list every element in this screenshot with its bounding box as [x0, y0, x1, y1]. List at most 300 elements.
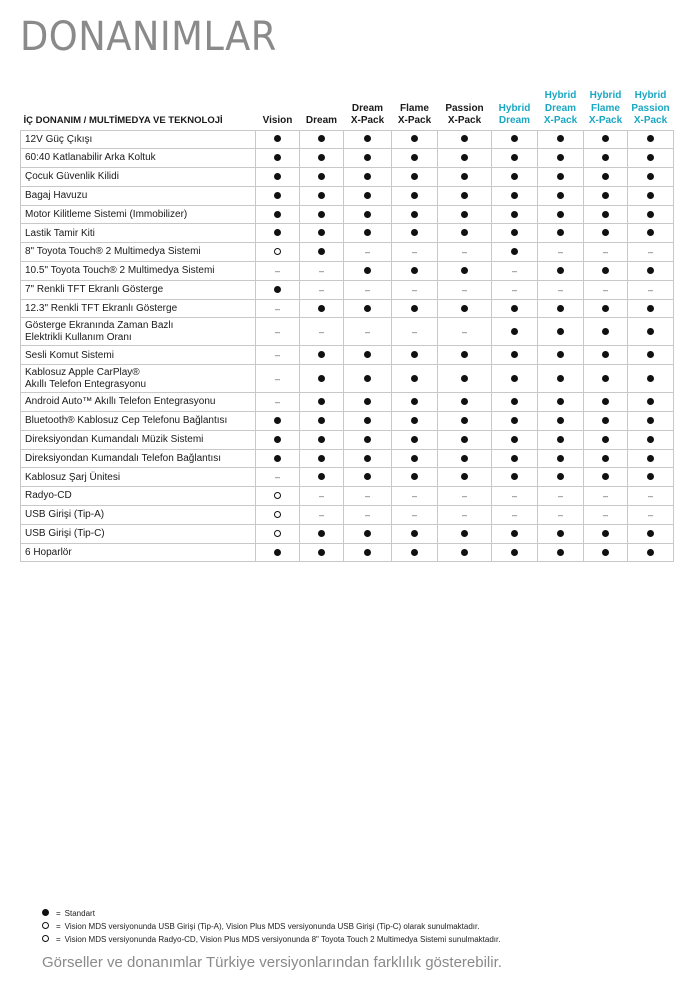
standard-dot-icon: [647, 305, 654, 315]
standard-dot-icon: [557, 530, 564, 540]
availability-cell: [256, 487, 300, 506]
legend-text: Vision MDS versiyonunda USB Girişi (Tip-A), Vision Plus MDS versiyonunda USB Girişi (Tip-C) olarak sunulmaktadır.: [64, 922, 480, 931]
feature-name: USB Girişi (Tip-A): [21, 506, 256, 525]
standard-dot-icon: [364, 173, 371, 183]
column-header-line: Flame: [400, 102, 429, 114]
standard-dot-icon: [557, 351, 564, 361]
availability-cell: [300, 262, 344, 281]
availability-cell: [438, 346, 492, 365]
availability-cell: [584, 543, 628, 562]
standard-dot-icon: [647, 473, 654, 483]
not-available-dash-icon: [365, 510, 370, 521]
standard-dot-icon: [602, 417, 609, 427]
standard-dot-icon: [411, 398, 418, 408]
availability-cell: [344, 430, 392, 449]
standard-dot-icon: [511, 455, 518, 465]
standard-dot-icon: [364, 549, 371, 559]
availability-cell: [344, 299, 392, 318]
standard-dot-icon: [411, 305, 418, 315]
standard-dot-icon: [511, 173, 518, 183]
standard-dot-icon: [411, 455, 418, 465]
standard-dot-icon: [602, 173, 609, 183]
table-row: [21, 393, 674, 412]
column-header-line: Hybrid: [589, 90, 622, 101]
not-available-dash-icon: [319, 510, 324, 521]
option-circle-icon: [274, 492, 281, 502]
not-available-dash-icon: [603, 510, 608, 521]
not-available-dash-icon: [365, 247, 370, 258]
availability-cell: [344, 262, 392, 281]
table-row: [21, 524, 674, 543]
column-header-line: Flame: [591, 102, 620, 114]
availability-cell: [300, 524, 344, 543]
availability-cell: [438, 449, 492, 468]
standard-dot-icon: [274, 286, 281, 296]
standard-dot-icon: [511, 436, 518, 446]
not-available-dash-icon: [412, 327, 417, 338]
availability-cell: [392, 365, 438, 393]
not-available-dash-icon: [412, 247, 417, 258]
standard-dot-icon: [511, 154, 518, 164]
availability-cell: [538, 412, 584, 431]
standard-dot-icon: [511, 473, 518, 483]
standard-dot-icon: [274, 192, 281, 202]
standard-dot-icon: [557, 455, 564, 465]
feature-name: Bluetooth® Kablosuz Cep Telefonu Bağlantısı: [21, 412, 256, 431]
legend-item: = Vision MDS versiyonunda Radyo-CD, Vision Plus MDS versiyonunda 8" Toyota Touch 2 Multimedya Sistemi sunulmaktadır.: [42, 933, 500, 946]
feature-name: 12.3" Renkli TFT Ekranlı Gösterge: [21, 299, 256, 318]
feature-name: Direksiyondan Kumandalı Telefon Bağlantısı: [21, 449, 256, 468]
availability-cell: [392, 506, 438, 525]
column-header-line: Dream: [498, 115, 531, 126]
column-header-line: X-Pack: [543, 115, 578, 126]
availability-cell: [438, 224, 492, 243]
standard-dot-icon: [411, 417, 418, 427]
standard-dot-icon: [274, 229, 281, 239]
availability-cell: [584, 243, 628, 262]
availability-cell: [392, 149, 438, 168]
standard-dot-icon: [318, 473, 325, 483]
availability-cell: [256, 430, 300, 449]
column-header-line: Hybrid: [544, 90, 577, 101]
standard-dot-icon: [602, 473, 609, 483]
availability-cell: [492, 168, 538, 187]
equipment-table: [20, 90, 674, 562]
column-header-line: Vision: [262, 115, 293, 126]
availability-cell: [300, 243, 344, 262]
availability-cell: [392, 524, 438, 543]
standard-dot-icon: [511, 305, 518, 315]
availability-cell: [492, 224, 538, 243]
standard-dot-icon: [318, 305, 325, 315]
feature-name: 10.5" Toyota Touch® 2 Multimedya Sistemi: [21, 262, 256, 281]
availability-cell: [438, 168, 492, 187]
table-row: [21, 262, 674, 281]
standard-dot-icon: [461, 192, 468, 202]
availability-cell: [392, 449, 438, 468]
table-row: [21, 365, 674, 393]
availability-cell: [628, 430, 674, 449]
standard-dot-icon: [461, 305, 468, 315]
standard-dot-icon: [647, 436, 654, 446]
feature-name: Bagaj Havuzu: [21, 186, 256, 205]
table-row: [21, 149, 674, 168]
availability-cell: [584, 393, 628, 412]
availability-cell: [344, 487, 392, 506]
availability-cell: [438, 262, 492, 281]
standard-dot-icon: [364, 473, 371, 483]
table-row: [21, 130, 674, 149]
feature-name: Çocuk Güvenlik Kilidi: [21, 168, 256, 187]
standard-dot-icon: [461, 173, 468, 183]
feature-name: Direksiyondan Kumandalı Müzik Sistemi: [21, 430, 256, 449]
not-available-dash-icon: [275, 350, 280, 361]
availability-cell: [492, 186, 538, 205]
availability-cell: [300, 393, 344, 412]
availability-cell: [344, 506, 392, 525]
standard-dot-icon: [318, 192, 325, 202]
availability-cell: [538, 299, 584, 318]
not-available-dash-icon: [462, 327, 467, 338]
availability-cell: [538, 243, 584, 262]
availability-cell: [392, 280, 438, 299]
standard-dot-icon: [318, 398, 325, 408]
table-row: [21, 224, 674, 243]
standard-dot-icon: [511, 328, 518, 338]
column-header-line: X-Pack: [447, 115, 482, 126]
availability-cell: [584, 487, 628, 506]
availability-cell: [538, 224, 584, 243]
availability-cell: [256, 506, 300, 525]
availability-cell: [256, 224, 300, 243]
standard-dot-icon: [274, 135, 281, 145]
availability-cell: [256, 524, 300, 543]
not-available-dash-icon: [512, 266, 517, 277]
availability-cell: [392, 318, 438, 346]
availability-cell: [392, 412, 438, 431]
standard-dot-icon: [557, 154, 564, 164]
availability-cell: [628, 243, 674, 262]
column-header: [392, 90, 438, 130]
availability-cell: [300, 299, 344, 318]
availability-cell: [438, 149, 492, 168]
availability-cell: [628, 186, 674, 205]
availability-cell: [438, 318, 492, 346]
standard-dot-icon: [411, 173, 418, 183]
not-available-dash-icon: [319, 491, 324, 502]
availability-cell: [492, 365, 538, 393]
not-available-dash-icon: [365, 491, 370, 502]
availability-cell: [538, 346, 584, 365]
table-row: [21, 449, 674, 468]
availability-cell: [438, 543, 492, 562]
standard-dot-icon: [461, 135, 468, 145]
availability-cell: [538, 168, 584, 187]
availability-cell: [256, 262, 300, 281]
column-header: [584, 90, 628, 130]
availability-cell: [300, 168, 344, 187]
availability-cell: [392, 186, 438, 205]
standard-dot-icon: [411, 351, 418, 361]
availability-cell: [492, 430, 538, 449]
availability-cell: [628, 149, 674, 168]
standard-dot-icon: [274, 417, 281, 427]
standard-dot-icon: [274, 455, 281, 465]
not-available-dash-icon: [412, 510, 417, 521]
standard-dot-icon: [557, 267, 564, 277]
availability-cell: [492, 524, 538, 543]
feature-name: 7" Renkli TFT Ekranlı Gösterge: [21, 280, 256, 299]
availability-cell: [392, 393, 438, 412]
availability-cell: [492, 149, 538, 168]
standard-dot-icon: [511, 417, 518, 427]
availability-cell: [300, 224, 344, 243]
availability-cell: [538, 318, 584, 346]
table-row: [21, 243, 674, 262]
availability-cell: [584, 262, 628, 281]
column-header-line: X-Pack: [588, 115, 623, 126]
availability-cell: [438, 393, 492, 412]
standard-dot-icon: [318, 248, 325, 258]
column-header-line: Hybrid: [634, 90, 667, 101]
availability-cell: [538, 130, 584, 149]
availability-cell: [392, 468, 438, 487]
availability-cell: [628, 506, 674, 525]
availability-cell: [392, 224, 438, 243]
availability-cell: [492, 487, 538, 506]
standard-dot-icon: [364, 192, 371, 202]
standard-dot-icon: [461, 436, 468, 446]
availability-cell: [300, 318, 344, 346]
standard-dot-icon: [557, 436, 564, 446]
table-row: [21, 299, 674, 318]
standard-dot-icon: [647, 154, 654, 164]
legend-item: = Vision MDS versiyonunda USB Girişi (Tip-A), Vision Plus MDS versiyonunda USB Girişi (Tip-C) olarak sunulmaktadır.: [42, 920, 500, 933]
not-available-dash-icon: [412, 491, 417, 502]
standard-dot-icon: [411, 549, 418, 559]
column-header-line: Dream: [305, 115, 338, 126]
standard-dot-icon: [318, 549, 325, 559]
availability-cell: [344, 365, 392, 393]
availability-cell: [584, 130, 628, 149]
table-row: [21, 412, 674, 431]
standard-dot-icon: [461, 398, 468, 408]
standard-dot-icon: [511, 398, 518, 408]
not-available-dash-icon: [319, 327, 324, 338]
standard-dot-icon: [647, 192, 654, 202]
standard-dot-icon: [461, 154, 468, 164]
not-available-dash-icon: [558, 510, 563, 521]
standard-dot-icon: [511, 229, 518, 239]
availability-cell: [492, 205, 538, 224]
column-header-line: Dream: [351, 102, 384, 114]
not-available-dash-icon: [365, 327, 370, 338]
availability-cell: [438, 430, 492, 449]
column-header: [628, 90, 674, 130]
standard-dot-icon: [557, 417, 564, 427]
table-header-row: [21, 90, 674, 130]
availability-cell: [300, 280, 344, 299]
availability-cell: [344, 186, 392, 205]
availability-cell: [300, 205, 344, 224]
availability-cell: [492, 262, 538, 281]
standard-dot-icon: [557, 375, 564, 385]
standard-dot-icon: [602, 530, 609, 540]
legend-item: = Standart: [42, 907, 500, 920]
availability-cell: [344, 280, 392, 299]
standard-dot-icon: [461, 229, 468, 239]
availability-cell: [538, 524, 584, 543]
standard-dot-icon: [411, 154, 418, 164]
column-header-line: Dream: [544, 102, 577, 114]
standard-dot-icon: [647, 375, 654, 385]
not-available-dash-icon: [648, 491, 653, 502]
option-circle-icon: [274, 530, 281, 540]
standard-dot-icon: [461, 455, 468, 465]
standard-dot-icon: [364, 267, 371, 277]
option-circle-icon: [274, 248, 281, 258]
standard-dot-icon: [364, 154, 371, 164]
availability-cell: [300, 346, 344, 365]
table-body: [21, 130, 674, 562]
table-row: [21, 506, 674, 525]
standard-dot-icon: [602, 211, 609, 221]
feature-name: Android Auto™ Akıllı Telefon Entegrasyonu: [21, 393, 256, 412]
table-row: [21, 280, 674, 299]
availability-cell: [584, 318, 628, 346]
availability-cell: [438, 186, 492, 205]
option-circle-icon: [42, 935, 49, 945]
not-available-dash-icon: [275, 374, 280, 385]
availability-cell: [300, 430, 344, 449]
availability-cell: [392, 262, 438, 281]
table-row: [21, 318, 674, 346]
not-available-dash-icon: [462, 491, 467, 502]
standard-dot-icon: [318, 375, 325, 385]
standard-dot-icon: [42, 909, 49, 919]
availability-cell: [344, 205, 392, 224]
availability-cell: [300, 449, 344, 468]
availability-cell: [538, 149, 584, 168]
availability-cell: [392, 346, 438, 365]
not-available-dash-icon: [319, 266, 324, 277]
availability-cell: [538, 430, 584, 449]
feature-name-line: Elektrikli Kullanım Oranı: [25, 331, 132, 343]
standard-dot-icon: [318, 229, 325, 239]
feature-name: 6 Hoparlör: [21, 543, 256, 562]
not-available-dash-icon: [648, 285, 653, 296]
standard-dot-icon: [647, 173, 654, 183]
table-row: [21, 543, 674, 562]
standard-dot-icon: [602, 267, 609, 277]
availability-cell: [628, 365, 674, 393]
standard-dot-icon: [364, 135, 371, 145]
standard-dot-icon: [647, 398, 654, 408]
not-available-dash-icon: [648, 510, 653, 521]
availability-cell: [492, 468, 538, 487]
availability-cell: [538, 449, 584, 468]
availability-cell: [584, 506, 628, 525]
standard-dot-icon: [318, 530, 325, 540]
feature-name: [21, 365, 256, 393]
availability-cell: [344, 449, 392, 468]
availability-cell: [344, 412, 392, 431]
availability-cell: [344, 243, 392, 262]
standard-dot-icon: [557, 135, 564, 145]
availability-cell: [628, 262, 674, 281]
standard-dot-icon: [511, 192, 518, 202]
availability-cell: [538, 280, 584, 299]
standard-dot-icon: [557, 549, 564, 559]
section-header: İÇ DONANIM / MULTİMEDYA VE TEKNOLOJİ: [23, 115, 223, 126]
standard-dot-icon: [411, 375, 418, 385]
option-circle-icon: [42, 922, 49, 932]
availability-cell: [492, 130, 538, 149]
availability-cell: [628, 468, 674, 487]
availability-cell: [344, 149, 392, 168]
availability-cell: [344, 543, 392, 562]
availability-cell: [256, 449, 300, 468]
standard-dot-icon: [511, 211, 518, 221]
availability-cell: [538, 393, 584, 412]
not-available-dash-icon: [603, 491, 608, 502]
availability-cell: [256, 365, 300, 393]
table-row: [21, 168, 674, 187]
feature-name-line: Akıllı Telefon Entegrasyonu: [25, 378, 147, 390]
table-row: [21, 205, 674, 224]
standard-dot-icon: [511, 135, 518, 145]
availability-cell: [438, 524, 492, 543]
standard-dot-icon: [461, 473, 468, 483]
standard-dot-icon: [647, 267, 654, 277]
feature-name: 60:40 Katlanabilir Arka Koltuk: [21, 149, 256, 168]
feature-name-line: Kablosuz Apple CarPlay®: [25, 367, 140, 379]
standard-dot-icon: [461, 211, 468, 221]
standard-dot-icon: [557, 328, 564, 338]
availability-cell: [538, 468, 584, 487]
availability-cell: [628, 130, 674, 149]
standard-dot-icon: [647, 549, 654, 559]
standard-dot-icon: [602, 305, 609, 315]
availability-cell: [628, 346, 674, 365]
availability-cell: [492, 412, 538, 431]
column-header: [538, 90, 584, 130]
not-available-dash-icon: [558, 491, 563, 502]
standard-dot-icon: [364, 351, 371, 361]
standard-dot-icon: [647, 211, 654, 221]
availability-cell: [256, 412, 300, 431]
availability-cell: [344, 168, 392, 187]
standard-dot-icon: [461, 530, 468, 540]
standard-dot-icon: [461, 375, 468, 385]
availability-cell: [256, 299, 300, 318]
table-row: [21, 186, 674, 205]
availability-cell: [392, 487, 438, 506]
standard-dot-icon: [318, 135, 325, 145]
availability-cell: [492, 299, 538, 318]
standard-dot-icon: [602, 229, 609, 239]
feature-name: Radyo-CD: [21, 487, 256, 506]
availability-cell: [344, 224, 392, 243]
availability-cell: [584, 346, 628, 365]
legend-text: Standart: [64, 909, 95, 918]
availability-cell: [628, 318, 674, 346]
availability-cell: [344, 346, 392, 365]
availability-cell: [538, 186, 584, 205]
standard-dot-icon: [602, 192, 609, 202]
availability-cell: [492, 318, 538, 346]
standard-dot-icon: [647, 351, 654, 361]
